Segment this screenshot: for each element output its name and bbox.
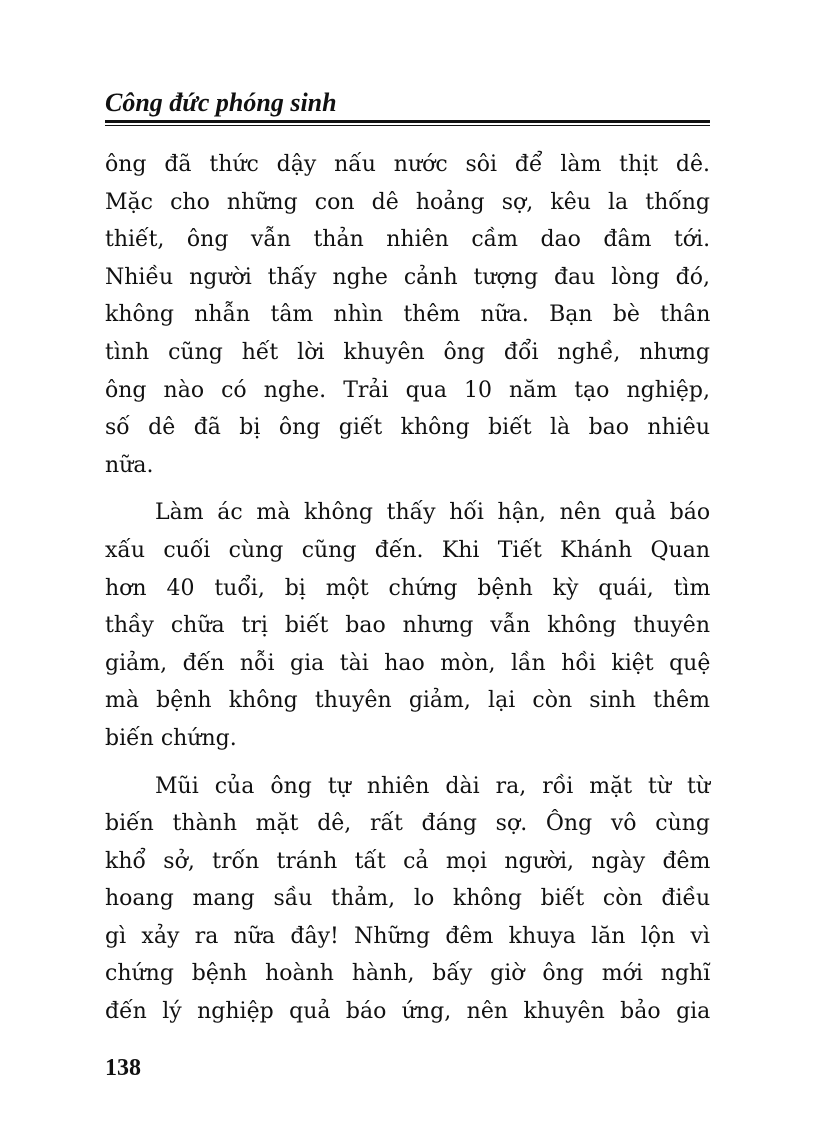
text-line: ông nào có nghe. Trải qua 10 năm tạo nghiệp, [105,377,710,403]
text-line: mà bệnh không thuyên giảm, lại còn sinh thêm [105,688,710,714]
text-line: giảm, đến nỗi gia tài hao mòn, lần hồi kiệt quệ [105,650,711,676]
page-number: 138 [105,1055,141,1081]
text-line: Làm ác mà không thấy hối hận, nên quả báo [155,500,711,526]
text-line: nữa. [105,452,154,478]
text-line: số dê đã bị ông giết không biết là bao nhiêu [105,415,710,441]
text-line: hoang mang sầu thảm, lo không biết còn điều [105,886,711,912]
body-text [105,146,710,1031]
paragraph-2 [105,494,710,757]
text-line: Mặc cho những con dê hoảng sợ, kêu la thống [105,189,710,215]
text-line: đến lý nghiệp quả báo ứng, nên khuyên bảo gia [105,999,711,1025]
text-line: gì xảy ra nữa đây! Những đêm khuya lăn lộn vì [105,923,710,949]
header-rule-thin [105,125,710,126]
paragraph-3 [105,768,710,1031]
text-line: Nhiều người thấy nghe cảnh tượng đau lòng đó, [105,264,710,290]
header-rule-thick [105,120,710,123]
running-header-title: Công đức phóng sinh [105,88,337,117]
text-line: Mũi của ông tự nhiên dài ra, rồi mặt từ từ [155,773,711,799]
text-line: ông đã thức dậy nấu nước sôi để làm thịt dê. [105,152,710,177]
text-line: biến chứng. [105,725,237,751]
paragraph-gap [105,758,710,768]
text-line: xấu cuối cùng cũng đến. Khi Tiết Khánh Quan [105,537,710,563]
text-line: tình cũng hết lời khuyên ông đổi nghề, nhưng [105,339,710,365]
text-line: biến thành mặt dê, rất đáng sợ. Ông vô cùng [105,811,710,837]
paragraph-gap [105,484,710,494]
text-line: hơn 40 tuổi, bị một chứng bệnh kỳ quái, tìm [105,575,711,601]
paragraph-1 [105,146,710,484]
text-line: thiết, ông vẫn thản nhiên cầm dao đâm tới. [105,227,711,253]
text-line: chứng bệnh hoành hành, bấy giờ ông mới nghĩ [105,961,711,987]
text-line: khổ sở, trốn tránh tất cả mọi người, ngày đêm [105,848,711,874]
text-line: thầy chữa trị biết bao nhưng vẫn không thuyên [105,613,710,639]
text-line: không nhẫn tâm nhìn thêm nữa. Bạn bè thân [105,302,711,328]
